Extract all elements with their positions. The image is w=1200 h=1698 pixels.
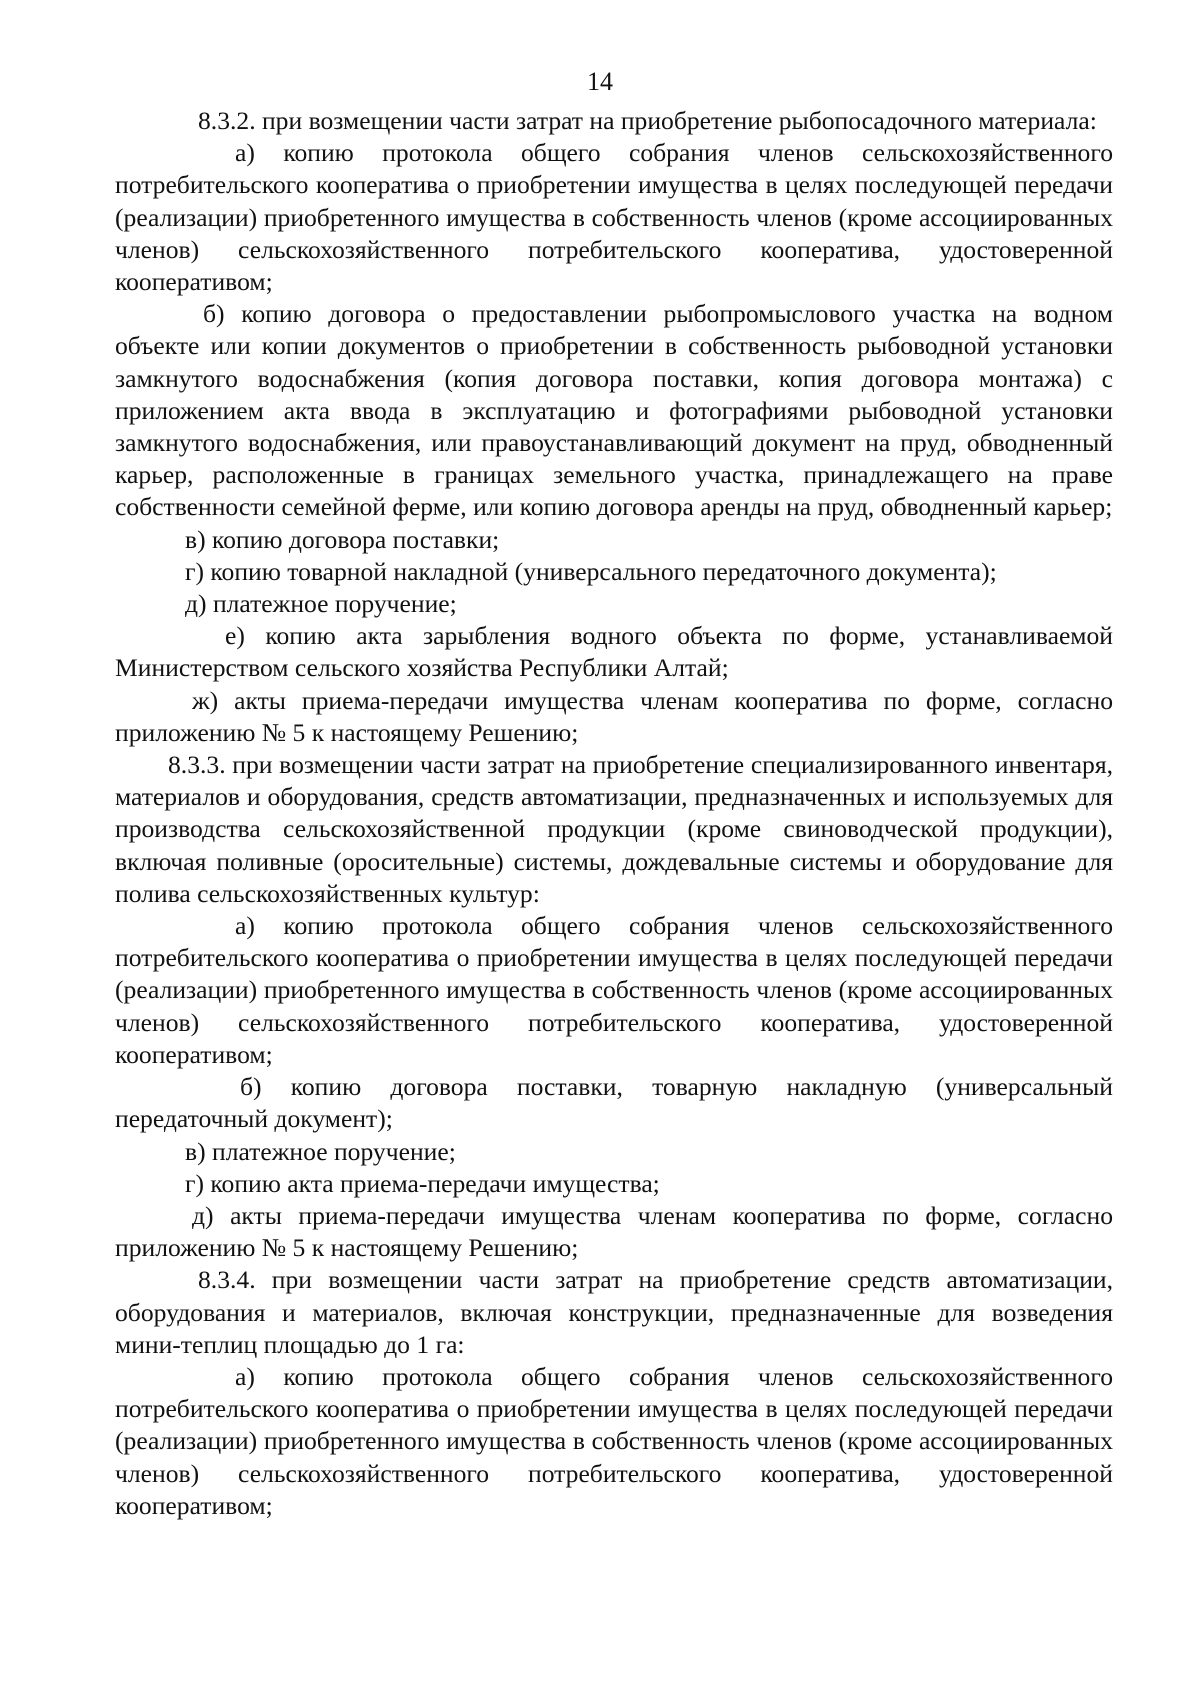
list-item-g: г) копию акта приема-передачи имущества; [185,1168,660,1198]
list-item-a: а) копию протокола общего собрания членов сельскохозяйственного потребительского кооператива о приобретении имущества в целях последующей передачи (реализации) приобретенного имущества в собственность членов (кроме ассоциированных членов) сельскохозяйственного потребительского кооператива, удостоверенной кооперативом; [115,911,1113,1069]
list-item-d: д) акты приема-передачи имущества членам кооператива по форме, согласно приложению № 5 к настоящему Решению; [115,1200,1113,1263]
list-item-g: г) копию товарной накладной (универсального передаточного документа); [185,556,997,586]
page-number: 14 [587,67,613,96]
document-body [115,105,1113,1522]
list-item-v: в) копию договора поставки; [185,524,500,554]
section-8-3-3-heading: 8.3.3. при возмещении части затрат на приобретение специализированного инвентаря, материалов и оборудования, средств автоматизации, предназначенных и используемых для производства сельскохозяйственной продукции (кроме свиноводческой продукции), включая поливные (оросительные) системы, дождевальные системы и оборудование для полива сельскохозяйственных культур: [115,750,1113,908]
section-8-3-4-heading: 8.3.4. при возмещении части затрат на приобретение средств автоматизации, оборудования и материалов, включая конструкции, предназначенные для возведения мини-теплиц площадью до 1 га: [115,1265,1113,1359]
list-item-a: а) копию протокола общего собрания членов сельскохозяйственного потребительского кооператива о приобретении имущества в целях последующей передачи (реализации) приобретенного имущества в собственность членов (кроме ассоциированных членов) сельскохозяйственного потребительского кооператива, удостоверенной кооперативом; [115,138,1113,297]
list-item-d: д) платежное поручение; [185,589,457,619]
list-item-a: а) копию протокола общего собрания членов сельскохозяйственного потребительского кооператива о приобретении имущества в целях последующей передачи (реализации) приобретенного имущества в собственность членов (кроме ассоциированных членов) сельскохозяйственного потребительского кооператива, удостоверенной кооперативом; [115,1361,1113,1520]
list-item-b: б) копию договора о предоставлении рыбопромыслового участка на водном объекте или копии документов о приобретении в собственность рыбоводной установки замкнутого водоснабжения (копия договора поставки, копия договора монтажа) с приложением акта ввода в эксплуатацию и фотографиями рыбоводной установки замкнутого водоснабжения, или правоустанавливающий документ на пруд, обводненный карьер, расположенные в границах земельного участка, принадлежащего на праве собственности семейной ферме, или копию договора аренды на пруд, обводненный карьер; [115,299,1113,522]
list-item-v: в) платежное поручение; [185,1136,456,1166]
list-item-e: е) копию акта зарыбления водного объекта по форме, устанавливаемой Министерством сельского хозяйства Республики Алтай; [115,621,1113,683]
section-8-3-2-heading: 8.3.2. при возмещении части затрат на приобретение рыбопосадочного материала: [198,106,1097,135]
list-item-zh: ж) акты приема-передачи имущества членам кооператива по форме, согласно приложению № 5 к настоящему Решению; [115,685,1113,747]
list-item-b: б) копию договора поставки, товарную накладную (универсальный передаточный документ); [115,1072,1113,1134]
